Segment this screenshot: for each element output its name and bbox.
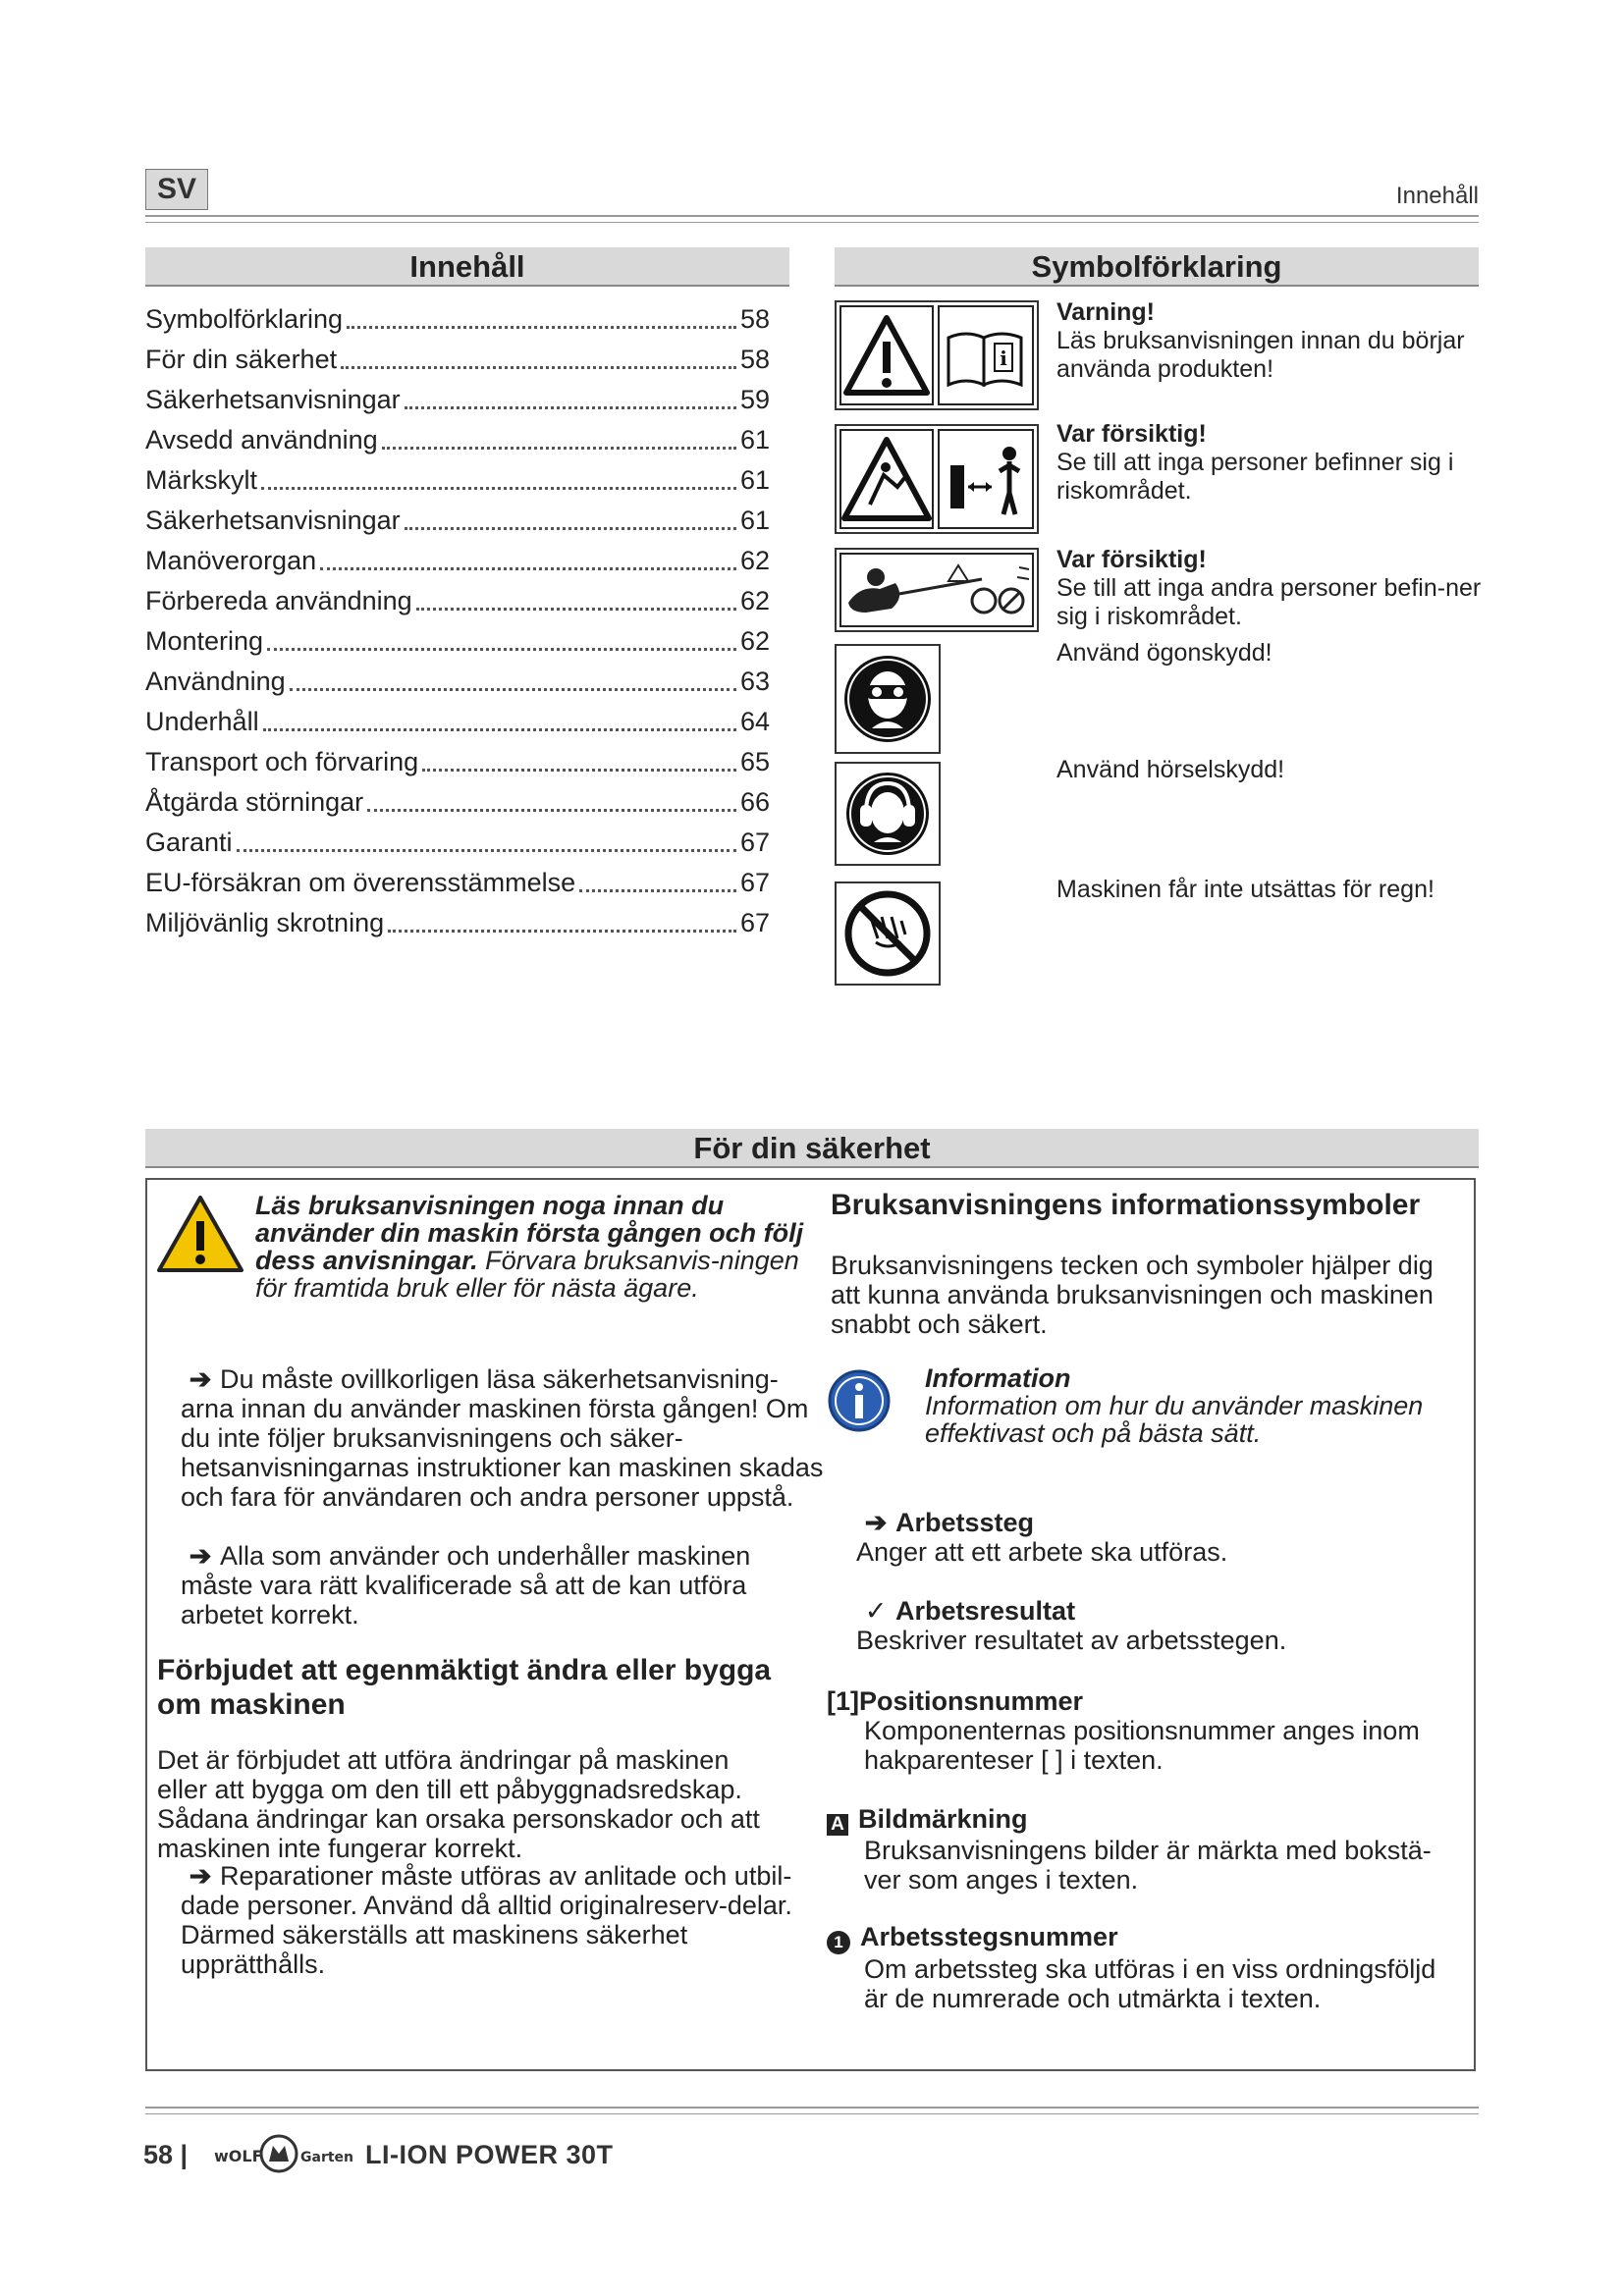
toc-item[interactable] — [145, 294, 770, 335]
symbol-text: Maskinen får inte utsättas för regn! — [1056, 876, 1435, 903]
symbol-description-6 — [1056, 876, 1489, 904]
safety-bullet-3 — [157, 1861, 833, 1979]
toc-item-title: Symbolförklaring — [145, 304, 344, 334]
toc-item-title: Avsedd användning — [145, 425, 378, 454]
toc-heading: Innehåll — [145, 247, 789, 287]
toc-item-page: 67 — [739, 828, 770, 857]
symbol-text: Se till att inga andra personer befin-ner sig i riskområdet. — [1056, 574, 1482, 630]
arrow-right-icon: ➔ — [189, 1364, 212, 1394]
safety-heading: För din säkerhet — [145, 1129, 1479, 1168]
toc-item-title: Märkskylt — [145, 465, 257, 495]
wolf-garten-logo — [214, 2132, 361, 2175]
toc-item[interactable] — [145, 536, 770, 576]
toc-item-page: 61 — [739, 425, 770, 454]
arrow-right-icon: ➔ — [189, 1541, 212, 1571]
symbol-text: Läs bruksanvisningen innan du börjar använda produkten! — [1056, 327, 1465, 383]
symbol-extra-text: Använd ögonskydd! — [1056, 639, 1272, 667]
toc-item-page: 63 — [739, 667, 770, 696]
toc-item[interactable] — [145, 496, 770, 536]
toc-item-page: 67 — [739, 868, 770, 897]
symbol-heading: Var försiktig! — [1056, 420, 1207, 448]
toc-item[interactable] — [145, 576, 770, 616]
forbidden-heading: Förbjudet att egenmäktigt ändra eller bygga om maskinen — [157, 1654, 772, 1721]
toc-item[interactable] — [145, 415, 770, 455]
position-number-heading: [1]Positionsnummer — [827, 1686, 1084, 1716]
step-number-heading: Arbetsstegsnummer — [860, 1922, 1118, 1951]
toc-item-title: Säkerhetsanvisningar — [145, 385, 401, 414]
safety-intro-bold: Läs bruksanvisningen noga innan du använder din maskin första gången och följ dess anvisningar. — [255, 1191, 804, 1275]
symbol-text: Använd hörselskydd! — [1056, 756, 1285, 783]
work-step-block — [856, 1508, 1465, 1567]
toc-item-page: 62 — [739, 586, 770, 615]
toc-item-title: Säkerhetsanvisningar — [145, 506, 401, 535]
safety-intro-rest: Förvara bruksanvis-ningen för framtida bruk eller för nästa ägare. — [255, 1246, 799, 1303]
toc-item-page: 65 — [739, 747, 770, 776]
symbols-heading: Symbolförklaring — [835, 247, 1479, 287]
arrow-right-icon: ➔ — [864, 1508, 888, 1537]
toc-item[interactable] — [145, 818, 770, 858]
toc-item-page: 59 — [739, 385, 770, 414]
step-number-text: Om arbetssteg ska utföras i en viss ordningsföljd är de numrerade och utmärkta i texten. — [864, 1954, 1436, 2013]
toc-item-page: 62 — [739, 546, 770, 575]
svg-text:Garten: Garten — [300, 2150, 353, 2165]
information-icon — [827, 1368, 892, 1433]
bullet-text: Du måste ovillkorligen läsa säkerhetsanvisning-arna innan du använder maskinen första gången! Om du inte följer bruksanvisningens och säker-hetsanvisningarnas instruktioner kan maskinen skadas och fara för användaren och andra personer uppstå. — [181, 1364, 824, 1512]
toc-item-page: 58 — [739, 304, 770, 334]
arrow-right-icon: ➔ — [189, 1861, 212, 1891]
toc-item-title: Miljövänlig skrotning — [145, 908, 385, 937]
figure-label-block — [827, 1804, 1465, 1895]
step-number-block — [827, 1922, 1465, 2013]
toc-item-title: Montering — [145, 626, 264, 656]
toc-item[interactable] — [145, 737, 770, 777]
symbol-description-3 — [1056, 546, 1489, 667]
language-badge: SV — [145, 169, 208, 210]
toc-item-title: Åtgärda störningar — [145, 787, 364, 817]
toc-item[interactable] — [145, 697, 770, 737]
toc-item-title: Transport och förvaring — [145, 747, 419, 776]
toc-item-page: 58 — [739, 345, 770, 374]
checkmark-icon: ✓ — [864, 1596, 888, 1626]
symbol-description-1 — [1056, 298, 1489, 384]
work-result-heading: Arbetsresultat — [895, 1596, 1076, 1626]
figure-label-text: Bruksanvisningens bilder är märkta med bokstä-ver som anges i texten. — [864, 1836, 1432, 1895]
toc-item-page: 64 — [739, 707, 770, 736]
toc-item[interactable] — [145, 335, 770, 375]
figure-letter-badge: A — [827, 1814, 848, 1836]
toc-item-title: Förbereda användning — [145, 586, 412, 615]
symbol-description-5 — [1056, 756, 1489, 784]
toc-item-page: 61 — [739, 506, 770, 535]
work-result-text: Beskriver resultatet av arbetsstegen. — [856, 1626, 1287, 1655]
safety-bullet-2 — [157, 1541, 809, 1629]
bullet-text: Reparationer måste utföras av anlitade och utbil-dade personer. Använd då alltid originalreserv-delar. Därmed säkerställs att maskinens säkerhet upprätthålls. — [181, 1861, 792, 1979]
symbol-heading: Varning! — [1056, 298, 1156, 326]
eye-protection-icon — [835, 644, 941, 754]
info-symbols-text: Bruksanvisningens tecken och symboler hjälper dig att kunna använda bruksanvisningen och maskinen snabbt och säkert. — [831, 1251, 1434, 1339]
product-name: LI-ION POWER 30T — [365, 2140, 614, 2169]
toc-item[interactable] — [145, 858, 770, 898]
toc-item-page: 61 — [739, 465, 770, 495]
trimmer-hazard-icon — [835, 548, 1039, 632]
symbol-text: Se till att inga personer befinner sig i riskområdet. — [1056, 449, 1454, 505]
toc-item-title: Användning — [145, 667, 286, 696]
forbidden-text: Det är förbjudet att utföra ändringar på maskinen eller att bygga om den till ett påbyggnadsredskap. Sådana ändringar kan orsaka personskador och att maskinen inte fungerar korrekt. — [157, 1745, 760, 1863]
warning-read-manual-icon — [835, 300, 1039, 410]
toc-item[interactable] — [145, 616, 770, 657]
symbol-heading: Var försiktig! — [1056, 546, 1207, 573]
svg-text:i: i — [1000, 347, 1007, 370]
position-number-text: Komponenternas positionsnummer anges inom hakparenteser [ ] i texten. — [864, 1716, 1420, 1775]
work-result-block — [856, 1596, 1465, 1655]
toc-item-title: Manöverorgan — [145, 546, 317, 575]
warning-distance-icon — [835, 424, 1039, 534]
figure-label-heading: Bildmärkning — [858, 1804, 1028, 1834]
ear-protection-icon — [835, 762, 941, 866]
information-text: Information om hur du använder maskinen effektivast och på bästa sätt. — [925, 1391, 1424, 1448]
page-number: 58 | — [143, 2140, 189, 2169]
toc-item-title: Underhåll — [145, 707, 259, 736]
no-rain-icon — [835, 881, 941, 986]
toc-item-title: Garanti — [145, 828, 233, 857]
toc-item-title: EU-försäkran om överensstämmelse — [145, 868, 576, 897]
safety-bullet-1 — [157, 1364, 825, 1512]
toc-list — [145, 294, 770, 938]
safety-intro — [255, 1192, 805, 1302]
step-number-badge: 1 — [827, 1931, 850, 1954]
header-section-title: Innehåll — [1395, 183, 1479, 209]
symbol-description-2 — [1056, 420, 1489, 506]
information-block — [925, 1364, 1475, 1447]
warning-triangle-icon — [155, 1194, 245, 1274]
toc-item[interactable] — [145, 455, 770, 496]
toc-item-page: 66 — [739, 787, 770, 817]
toc-item[interactable] — [145, 777, 770, 818]
header-rule — [145, 215, 1479, 223]
toc-item[interactable] — [145, 375, 770, 415]
footer-rule — [145, 2107, 1479, 2114]
bullet-text: Alla som använder och underhåller maskinen måste vara rätt kvalificerade så att de kan utföra arbetet korrekt. — [181, 1541, 751, 1629]
toc-item-page: 62 — [739, 626, 770, 656]
work-step-text: Anger att ett arbete ska utföras. — [856, 1537, 1228, 1567]
toc-item[interactable] — [145, 657, 770, 697]
toc-item[interactable] — [145, 898, 770, 938]
position-number-block — [827, 1686, 1465, 1775]
toc-item-title: För din säkerhet — [145, 345, 338, 374]
info-symbols-heading: Bruksanvisningens informationssymboler — [831, 1189, 1421, 1221]
svg-text:wOLF: wOLF — [214, 2147, 263, 2165]
toc-item-page: 67 — [739, 908, 770, 937]
work-step-heading: Arbetssteg — [895, 1508, 1035, 1537]
information-heading: Information — [925, 1363, 1071, 1393]
